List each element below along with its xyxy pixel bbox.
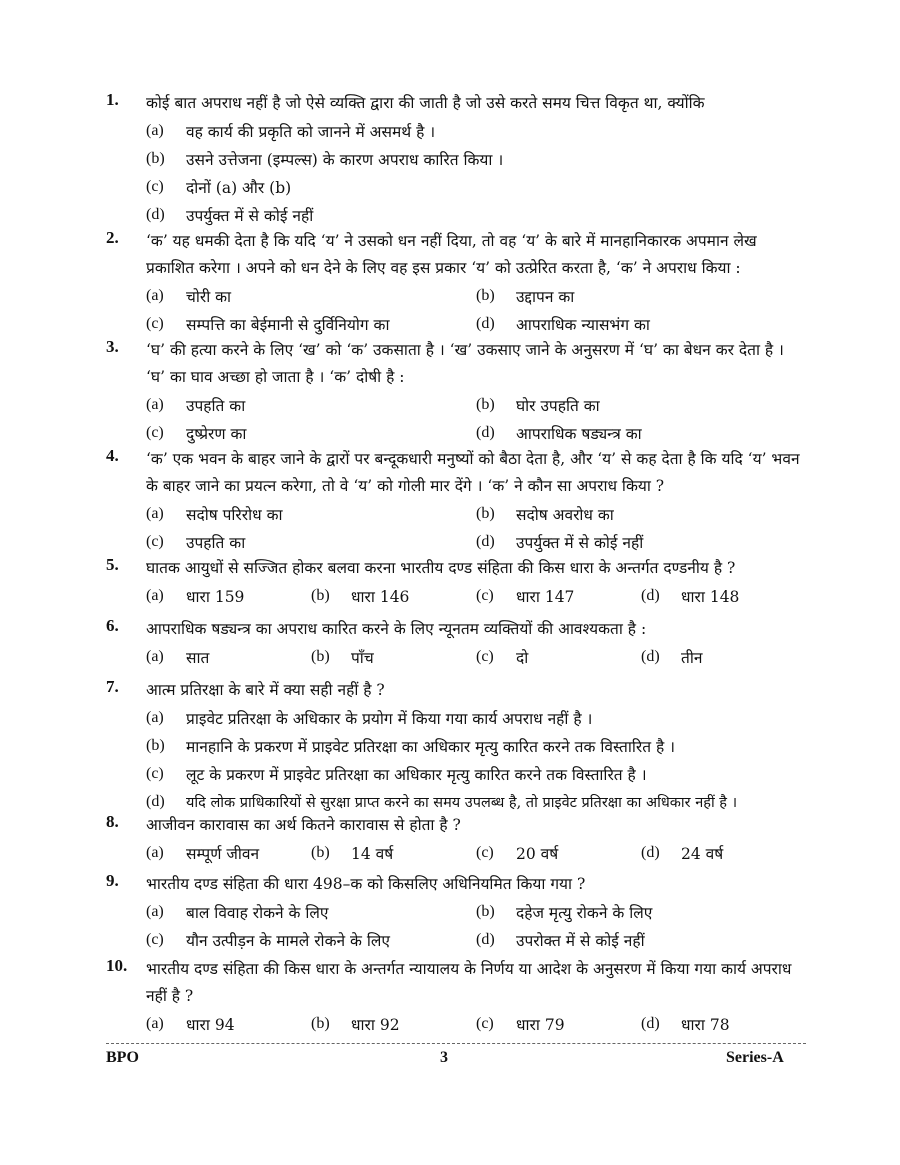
option-label: (a) (146, 709, 164, 726)
option-label: (b) (311, 587, 330, 604)
option-label: (a) (146, 396, 164, 413)
question-text: आपराधिक षड्यन्त्र का अपराध कारित करने के लिए न्यूनतम व्यक्तियों की आवश्यकता है : (146, 620, 647, 638)
question-10 (106, 956, 806, 1038)
option-text: धारा 147 (516, 588, 575, 606)
option-label: (a) (146, 122, 164, 139)
option-label: (b) (476, 287, 495, 304)
option-text: 20 वर्ष (516, 845, 559, 863)
option-label: (a) (146, 505, 164, 522)
series-label: Series-A (726, 1049, 784, 1066)
option-label: (b) (476, 903, 495, 920)
option-a (146, 585, 311, 607)
page-number: 3 (440, 1049, 448, 1066)
option-d (641, 585, 739, 607)
option-b (311, 585, 476, 607)
question-number: 3. (106, 337, 119, 356)
option-label: (d) (476, 533, 495, 550)
option-text: चोरी का (186, 288, 232, 306)
option-b (476, 394, 600, 416)
option-label: (c) (476, 844, 494, 861)
option-text: घोर उपहति का (516, 397, 600, 415)
question-2 (106, 228, 806, 338)
option-text: दहेज मृत्यु रोकने के लिए (516, 904, 653, 922)
option-text: सात (186, 649, 210, 667)
option-label: (b) (146, 737, 165, 754)
option-text: सम्पत्ति का बेईमानी से दुर्विनियोग का (186, 316, 390, 334)
option-a (146, 1013, 311, 1035)
option-c (146, 531, 476, 553)
option-text: लूट के प्रकरण में प्राइवेट प्रतिरक्षा का अधिकार मृत्यु कारित करने तक विस्तारित है । (186, 766, 647, 784)
question-text: आजीवन कारावास का अर्थ कितने कारावास से होता है ? (146, 816, 461, 834)
option-text: वह कार्य की प्रकृति को जानने में असमर्थ है । (186, 123, 436, 141)
option-a (146, 842, 311, 864)
option-b (311, 842, 476, 864)
option-text: प्राइवेट प्रतिरक्षा के अधिकार के प्रयोग में किया गया कार्य अपराध नहीं है । (186, 710, 593, 728)
options (146, 500, 806, 556)
options (146, 839, 806, 867)
question-number: 2. (106, 228, 119, 247)
question-text: घातक आयुधों से सज्जित होकर बलवा करना भारतीय दण्ड संहिता की किस धारा के अन्तर्गत दण्डनीय है ? (146, 559, 736, 577)
question-number: 6. (106, 616, 119, 635)
option-label: (c) (146, 315, 164, 332)
option-label: (c) (146, 178, 164, 195)
question-7 (106, 677, 806, 816)
option-text: सदोष परिरोध का (186, 506, 283, 524)
option-label: (b) (146, 150, 165, 167)
options (146, 117, 806, 229)
option-label: (c) (146, 424, 164, 441)
option-label: (b) (311, 648, 330, 665)
option-label: (d) (641, 648, 660, 665)
question-text: आत्म प्रतिरक्षा के बारे में क्या सही नहीं है ? (146, 681, 385, 699)
option-a (146, 394, 476, 416)
question-text: कोई बात अपराध नहीं है जो ऐसे व्यक्ति द्वारा की जाती है जो उसे करते समय चित्त विकृत था, क्योंकि (146, 94, 705, 112)
question-5 (106, 555, 806, 610)
option-b (146, 148, 503, 170)
option-text: यदि लोक प्राधिकारियों से सुरक्षा प्राप्त करने का समय उपलब्ध है, तो प्राइवेट प्रतिरक्षा का अधिकार नहीं है । (186, 795, 738, 811)
option-label: (c) (146, 765, 164, 782)
option-text: सदोष अवरोध का (516, 506, 614, 524)
option-a (146, 901, 476, 923)
option-text: आपराधिक षड्यन्त्र का (516, 425, 642, 443)
option-label: (b) (476, 396, 495, 413)
question-number: 7. (106, 677, 119, 696)
question-4 (106, 446, 806, 556)
option-text: बाल विवाह रोकने के लिए (186, 904, 329, 922)
options (146, 643, 806, 671)
option-text: उद्दापन का (516, 288, 575, 306)
option-text: दुष्प्रेरण का (186, 425, 247, 443)
question-number: 9. (106, 871, 119, 890)
option-text: पाँच (351, 649, 374, 667)
option-c (476, 842, 641, 864)
option-label: (d) (641, 1015, 660, 1032)
options (146, 898, 806, 954)
footer-divider (106, 1043, 806, 1044)
option-label: (a) (146, 287, 164, 304)
option-label: (d) (146, 206, 165, 223)
question-text: भारतीय दण्ड संहिता की धारा 498–क को किसलिए अधिनियमित किया गया ? (146, 875, 586, 893)
option-d (476, 422, 642, 444)
option-text: आपराधिक न्यासभंग का (516, 316, 650, 334)
option-c (146, 176, 291, 198)
option-label: (a) (146, 903, 164, 920)
option-d (146, 204, 313, 226)
question-text: ‘क’ एक भवन के बाहर जाने के द्वारों पर बन्दूकधारी मनुष्यों को बैठा देता है, और ‘य’ से कह देता है कि यदि ‘य’ भवन के बाहर जाने का प्रयत्न करेगा, तो वे ‘य’ को गोली मार देंगे । ‘क’ ने कौन सा अपराध किया ? (146, 450, 800, 495)
options (146, 391, 806, 447)
option-text: धारा 148 (681, 588, 740, 606)
option-b (476, 901, 652, 923)
option-label: (d) (476, 424, 495, 441)
option-d (476, 313, 650, 335)
question-number: 1. (106, 90, 119, 109)
option-label: (c) (146, 931, 164, 948)
option-text: तीन (681, 649, 703, 667)
options (146, 1010, 806, 1038)
option-label: (d) (476, 931, 495, 948)
option-c (146, 929, 476, 951)
options (146, 282, 806, 338)
question-1 (106, 90, 806, 229)
question-text: भारतीय दण्ड संहिता की किस धारा के अन्तर्गत न्यायालय के निर्णय या आदेश के अनुसरण में किया गया कार्य अपराध नहीं है ? (146, 960, 792, 1005)
option-text: धारा 79 (516, 1016, 565, 1034)
option-d (146, 792, 737, 812)
option-text: 14 वर्ष (351, 845, 394, 863)
option-text: उपहति का (186, 534, 246, 552)
option-d (476, 531, 643, 553)
option-b (476, 503, 614, 525)
options (146, 582, 806, 610)
option-a (146, 707, 592, 729)
option-text: सम्पूर्ण जीवन (186, 845, 260, 863)
option-c (146, 313, 476, 335)
question-9 (106, 871, 806, 954)
question-number: 10. (106, 956, 128, 975)
option-text: उपरोक्त में से कोई नहीं (516, 932, 645, 950)
option-text: धारा 159 (186, 588, 245, 606)
options (146, 704, 806, 816)
option-c (146, 422, 476, 444)
option-text: धारा 94 (186, 1016, 235, 1034)
option-text: धारा 146 (351, 588, 410, 606)
option-label: (b) (476, 505, 495, 522)
option-label: (d) (476, 315, 495, 332)
option-text: 24 वर्ष (681, 845, 724, 863)
question-6 (106, 616, 806, 671)
option-text: उपर्युक्त में से कोई नहीं (186, 207, 314, 225)
option-label: (c) (476, 648, 494, 665)
option-text: उपहति का (186, 397, 246, 415)
option-d (476, 929, 645, 951)
option-d (641, 1013, 730, 1035)
question-number: 5. (106, 555, 119, 574)
option-label: (d) (641, 844, 660, 861)
option-b (476, 285, 574, 307)
question-3 (106, 337, 806, 447)
option-c (476, 646, 641, 668)
option-text: धारा 92 (351, 1016, 400, 1034)
option-text: यौन उत्पीड़न के मामले रोकने के लिए (186, 932, 390, 950)
option-d (641, 842, 723, 864)
option-label: (a) (146, 1015, 164, 1032)
option-label: (b) (311, 1015, 330, 1032)
option-label: (a) (146, 648, 164, 665)
option-a (146, 120, 435, 142)
option-text: उसने उत्तेजना (इम्पल्स) के कारण अपराध कारित किया । (186, 151, 504, 169)
booklet-code: BPO (106, 1049, 139, 1066)
option-label: (a) (146, 844, 164, 861)
option-text: मानहानि के प्रकरण में प्राइवेट प्रतिरक्षा का अधिकार मृत्यु कारित करने तक विस्तारित है । (186, 738, 675, 756)
option-text: उपर्युक्त में से कोई नहीं (516, 534, 644, 552)
question-text: ‘क’ यह धमकी देता है कि यदि ‘य’ ने उसको धन नहीं दिया, तो वह ‘य’ के बारे में मानहानिकारक अपमान लेख प्रकाशित करेगा । अपने को धन देने के लिए वह इस प्रकार ‘य’ को उत्प्रेरित करता है, ‘क’ ने अपराध किया : (146, 232, 757, 277)
option-c (476, 1013, 641, 1035)
option-label: (d) (641, 587, 660, 604)
option-a (146, 503, 476, 525)
option-b (311, 646, 476, 668)
option-b (311, 1013, 476, 1035)
option-text: दो (516, 649, 529, 667)
option-b (146, 735, 675, 757)
option-label: (c) (476, 1015, 494, 1032)
question-text: ‘घ’ की हत्या करने के लिए ‘ख’ को ‘क’ उकसाता है । ‘ख’ उकसाए जाने के अनुसरण में ‘घ’ का बेधन कर देता है । ‘घ’ का घाव अच्छा हो जाता है । ‘क’ दोषी है : (146, 341, 784, 386)
question-8 (106, 812, 806, 867)
option-label: (c) (146, 533, 164, 550)
option-label: (d) (146, 793, 165, 810)
option-label: (a) (146, 587, 164, 604)
option-c (146, 763, 647, 785)
option-a (146, 285, 476, 307)
option-d (641, 646, 702, 668)
option-label: (c) (476, 587, 494, 604)
option-text: धारा 78 (681, 1016, 730, 1034)
option-a (146, 646, 311, 668)
question-number: 8. (106, 812, 119, 831)
option-label: (b) (311, 844, 330, 861)
question-number: 4. (106, 446, 119, 465)
option-c (476, 585, 641, 607)
option-text: दोनों (a) और (b) (186, 179, 292, 197)
